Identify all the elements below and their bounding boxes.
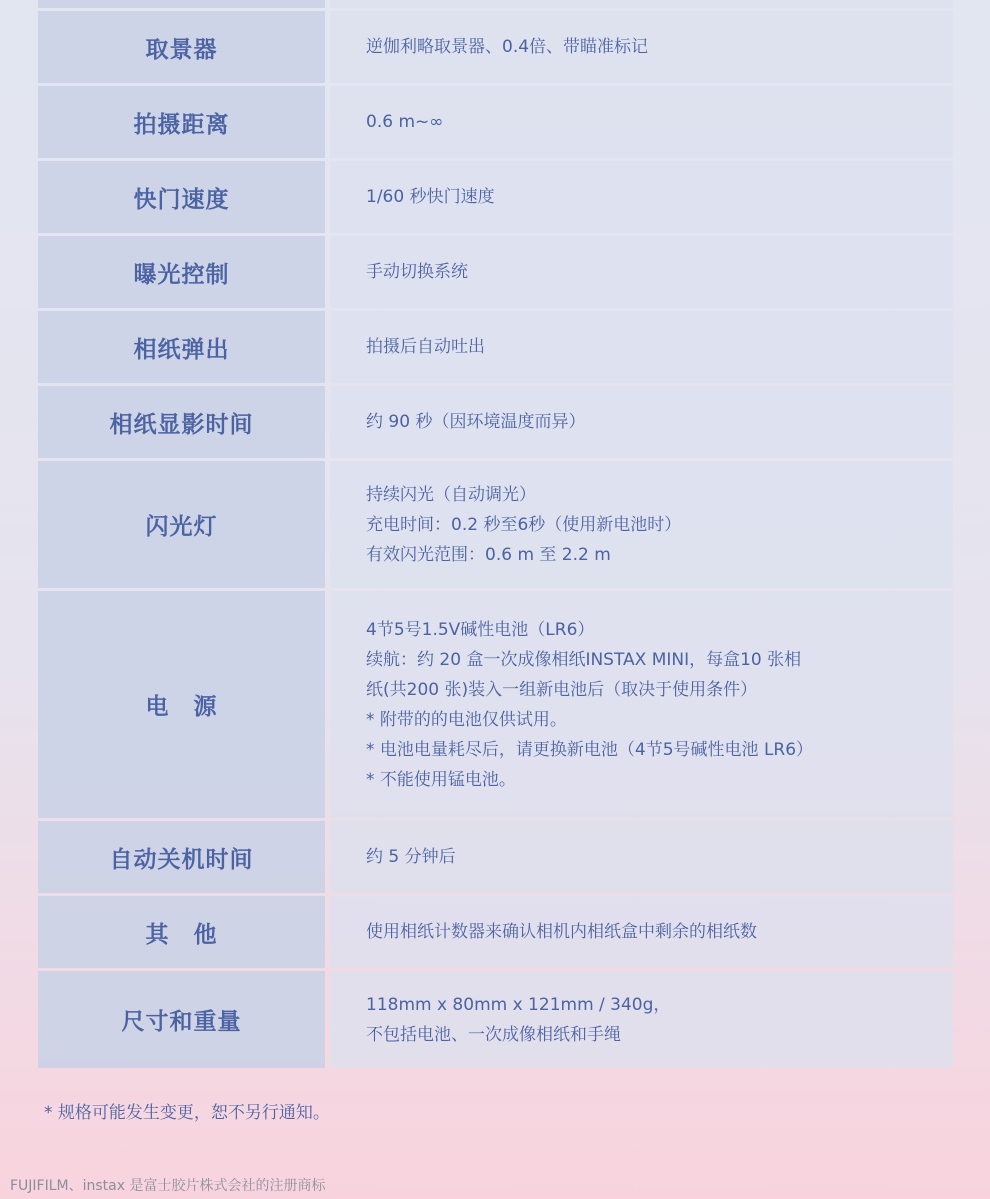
- spec-row: [38, 161, 953, 233]
- spec-value: [330, 86, 953, 158]
- spec-value-line: 1/60 秒快门速度: [366, 187, 495, 207]
- spec-row: [38, 461, 953, 588]
- spec-value-line: 纸(共200 张)装入一组新电池后（取决于使用条件）: [366, 679, 758, 700]
- spec-value: [330, 591, 953, 818]
- spec-label: 电 源: [38, 591, 325, 818]
- spec-value: [330, 821, 953, 893]
- spec-value: [330, 311, 953, 383]
- spec-value-line: * 附带的的电池仅供试用。: [366, 709, 567, 730]
- spec-value-line: 充电时间：0.2 秒至6秒（使用新电池时）: [366, 514, 682, 535]
- spec-row: [38, 311, 953, 383]
- spec-value-line: 使用相纸计数器来确认相机内相纸盒中剩余的相纸数: [366, 922, 757, 942]
- spec-label: 相纸弹出: [38, 311, 325, 383]
- spec-label: 曝光控制: [38, 236, 325, 308]
- spec-change-footnote: * 规格可能发生变更，恕不另行通知。: [44, 1103, 330, 1123]
- spec-row: [38, 821, 953, 893]
- spec-value-line: 续航：约 20 盒一次成像相纸INSTAX MINI，每盒10 张相: [366, 649, 802, 670]
- spec-value: [330, 236, 953, 308]
- spec-value: [330, 161, 953, 233]
- spec-value: [330, 461, 953, 588]
- spec-label: 自动关机时间: [38, 821, 325, 893]
- spec-value-line: * 不能使用锰电池。: [366, 769, 516, 790]
- spec-value: [330, 11, 953, 83]
- spec-row: [38, 971, 953, 1068]
- spec-value: [330, 386, 953, 458]
- spec-value-line: * 电池电量耗尽后，请更换新电池（4节5号碱性电池 LR6）: [366, 739, 814, 760]
- spec-value: [330, 971, 953, 1068]
- spec-value-line: 手动切换系统: [366, 262, 468, 282]
- spec-label-cell: [38, 0, 325, 8]
- spec-value-line: 拍摄后自动吐出: [366, 337, 485, 357]
- spec-value-line: 不包括电池、一次成像相纸和手绳: [366, 1024, 621, 1045]
- spec-table: [38, 0, 953, 1071]
- spec-row: [38, 86, 953, 158]
- spec-value-line: 逆伽利略取景器、0.4倍、带瞄准标记: [366, 37, 649, 57]
- spec-row: [38, 236, 953, 308]
- spec-value-line: 4节5号1.5V碱性电池（LR6）: [366, 619, 595, 640]
- spec-value-line: 持续闪光（自动调光）: [366, 484, 536, 505]
- spec-label: 其 他: [38, 896, 325, 968]
- spec-value-cell: [330, 0, 953, 8]
- spec-value: [330, 896, 953, 968]
- spec-value-line: 有效闪光范围：0.6 m 至 2.2 m: [366, 544, 611, 565]
- spec-label: 相纸显影时间: [38, 386, 325, 458]
- spec-row: [38, 386, 953, 458]
- spec-row-top-edge: [38, 0, 953, 8]
- spec-label: 取景器: [38, 11, 325, 83]
- spec-label: 尺寸和重量: [38, 971, 325, 1068]
- trademark-notice: FUJIFILM、instax 是富士胶片株式会社的注册商标: [10, 1178, 326, 1194]
- spec-row: [38, 591, 953, 818]
- spec-value-line: 0.6 m~∞: [366, 112, 444, 132]
- spec-label: 拍摄距离: [38, 86, 325, 158]
- spec-value-line: 约 5 分钟后: [366, 847, 456, 867]
- spec-label: 快门速度: [38, 161, 325, 233]
- spec-value-line: 约 90 秒（因环境温度而异）: [366, 412, 586, 432]
- spec-value-line: 118mm x 80mm x 121mm / 340g，: [366, 994, 671, 1015]
- spec-label: 闪光灯: [38, 461, 325, 588]
- spec-row: [38, 11, 953, 83]
- spec-row: [38, 896, 953, 968]
